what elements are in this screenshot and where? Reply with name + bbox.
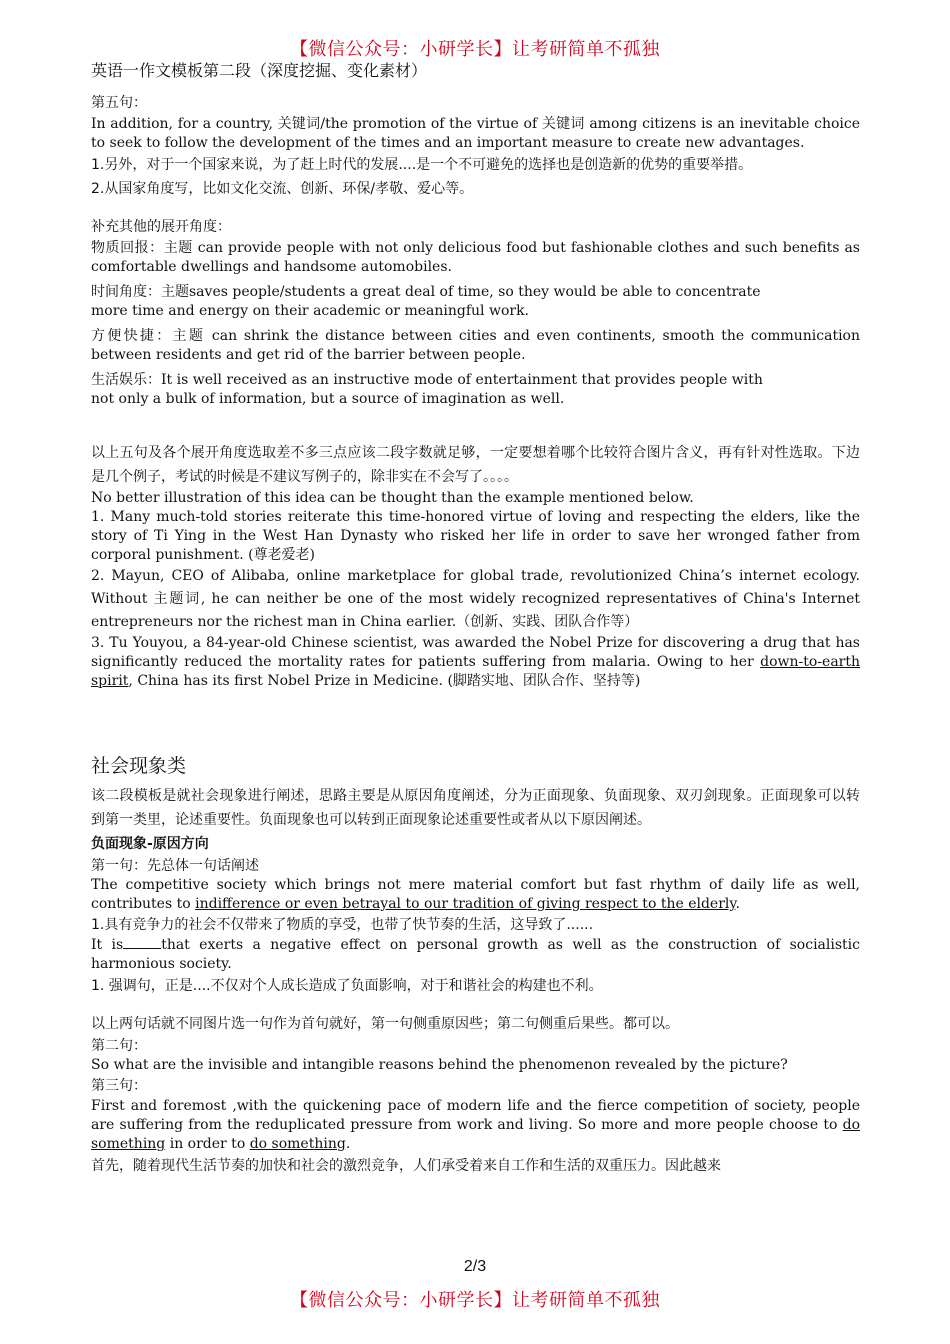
- example-3-text-a: 3. Tu Youyou, a 84-year-old Chinese scientist, was awarded the Nobel Prize for discovering a drug that has significantly reduced the mortality rates for patients suffering from malaria. Owing to her: [91, 635, 860, 670]
- first-sentence-chinese: 1.具有竞争力的社会不仅带来了物质的享受，也带了快节奏的生活，这导致了......: [91, 917, 594, 933]
- example-3-text-b: , China has its first Nobel Prize in Medicine. (脚踏实地、团队合作、坚持等): [128, 673, 641, 689]
- supplement-label: 补充其他的展开角度：: [91, 219, 231, 235]
- third-sentence-text-a: First and foremost ,with the quickening pace of modern life and the fierce competition of society, people are suffering from the reduplicated pressure from work and living. So more and more people choose to: [91, 1098, 860, 1133]
- first-sentence-label: 第一句：先总体一句话阐述: [91, 858, 259, 874]
- third-sentence-underlined-2: do something: [249, 1136, 346, 1152]
- first-sentence-text-b: .: [735, 896, 740, 912]
- supplement-time-a: 时间角度：主题saves people/students a great deal of time, so they would be able to concentrate: [91, 284, 761, 300]
- supplement-entertainment-a: 生活娱乐：It is well received as an instructive mode of entertainment that provides people with: [91, 372, 763, 388]
- third-sentence-text-c: .: [345, 1136, 351, 1152]
- page-number: 2/3: [463, 1258, 487, 1275]
- supplement-entertainment-b: not only a bulk of information, but a source of imagination as well.: [91, 391, 565, 407]
- third-sentence-chinese: 首先，随着现代生活节奏的加快和社会的激烈竞争，人们承受着来自工作和生活的双重压力。因此越来: [91, 1158, 721, 1174]
- example-3-underlined: down-to-earth spirit: [91, 654, 860, 689]
- example-2: 2. Mayun, CEO of Alibaba, online marketplace for global trade, revolutionized China’s internet ecology. Without 主题词, he can neither be one of the most widely recognized representatives of China's Internet entrepreneurs nor the richest man in China earlier.（创新、实践、团队合作等）: [91, 568, 860, 630]
- emphatic-sentence-text-b: that exerts a negative effect on personal growth as well as the construction of socialistic harmonious society.: [91, 937, 860, 972]
- supplement-convenience: 方便快捷：主题 can shrink the distance between cities and even continents, smooth the communication between residents and get rid of the barrier between people.: [91, 328, 860, 363]
- example-3: [91, 634, 860, 691]
- sentence-five-chinese-2: 2.从国家角度写，比如文化交流、创新、环保/孝敬、爱心等。: [91, 181, 474, 197]
- fill-in-blank: [123, 936, 161, 949]
- first-sentence-underlined: indifference or even betrayal to our tradition of giving respect to the elderly: [195, 896, 736, 912]
- social-intro: 该二段模板是就社会现象进行阐述，思路主要是从原因角度阐述，分为正面现象、负面现象、双刃剑现象。正面现象可以转到第一类里，论述重要性。负面现象也可以转到正面现象论述重要性或者从以下原因阐述。: [91, 788, 860, 828]
- third-sentence-underlined-1: do something: [91, 1117, 860, 1152]
- choice-note: 以上两句话就不同图片选一句作为首句就好，第一句侧重原因些；第二句侧重后果些。都可以。: [91, 1016, 679, 1032]
- first-sentence-text-a: The competitive society which brings not mere material comfort but fast rhythm of daily life as well, contributes to: [91, 877, 860, 912]
- emphatic-sentence-english: [91, 936, 860, 974]
- supplement-material: 物质回报：主题 can provide people with not only delicious food but fashionable clothes and such benefits as comfortable dwellings and handsome automobiles.: [91, 240, 860, 275]
- second-sentence-label: 第二句：: [91, 1038, 147, 1054]
- third-sentence-english: [91, 1097, 860, 1154]
- first-sentence-english: [91, 876, 860, 914]
- sentence-five-chinese-1: 1.另外，对于一个国家来说，为了赶上时代的发展....是一个不可避免的选择也是创造新的优势的重要举措。: [91, 157, 753, 173]
- document-body: [91, 58, 860, 1178]
- emphatic-sentence-text-a: It is: [91, 937, 124, 953]
- example-1: 1. Many much-told stories reiterate this time-honored virtue of loving and respecting the elders, like the story of Ti Ying in the West Han Dynasty who risked her life in order to save her wronged father from corporal punishment. (尊老爱老): [91, 509, 860, 563]
- footer-banner: 【微信公众号：小研学长】让考研简单不孤独: [290, 1290, 660, 1311]
- selection-note: 以上五句及各个展开角度选取差不多三点应该二段字数就足够，一定要想着哪个比较符合图片含义，再有针对性选取。下边是几个例子，考试的时候是不建议写例子的，除非实在不会写了。。。。: [91, 445, 860, 485]
- sentence-five-label: 第五句：: [91, 95, 147, 111]
- example-intro: No better illustration of this idea can be thought than the example mentioned below.: [91, 490, 694, 506]
- emphatic-sentence-chinese: 1. 强调句，正是....不仅对个人成长造成了负面影响，对于和谐社会的构建也不利。: [91, 978, 603, 994]
- third-sentence-text-b: in order to: [165, 1136, 250, 1152]
- sentence-five-english: In addition, for a country, 关键词/the promotion of the virtue of 关键词 among citizens is an inevitable choice to seek to follow the development of the times and an important measure to create new advantages.: [91, 116, 860, 151]
- negative-heading: 负面现象-原因方向: [91, 836, 209, 852]
- social-phenomena-heading: 社会现象类: [91, 755, 187, 777]
- second-sentence-english: So what are the invisible and intangible reasons behind the phenomenon revealed by the picture?: [91, 1057, 788, 1073]
- header-banner: 【微信公众号：小研学长】让考研简单不孤独: [290, 39, 660, 60]
- supplement-time-b: more time and energy on their academic or meaningful work.: [91, 303, 530, 319]
- section-title: 英语一作文模板第二段（深度挖掘、变化素材）: [91, 61, 428, 80]
- third-sentence-label: 第三句：: [91, 1078, 147, 1094]
